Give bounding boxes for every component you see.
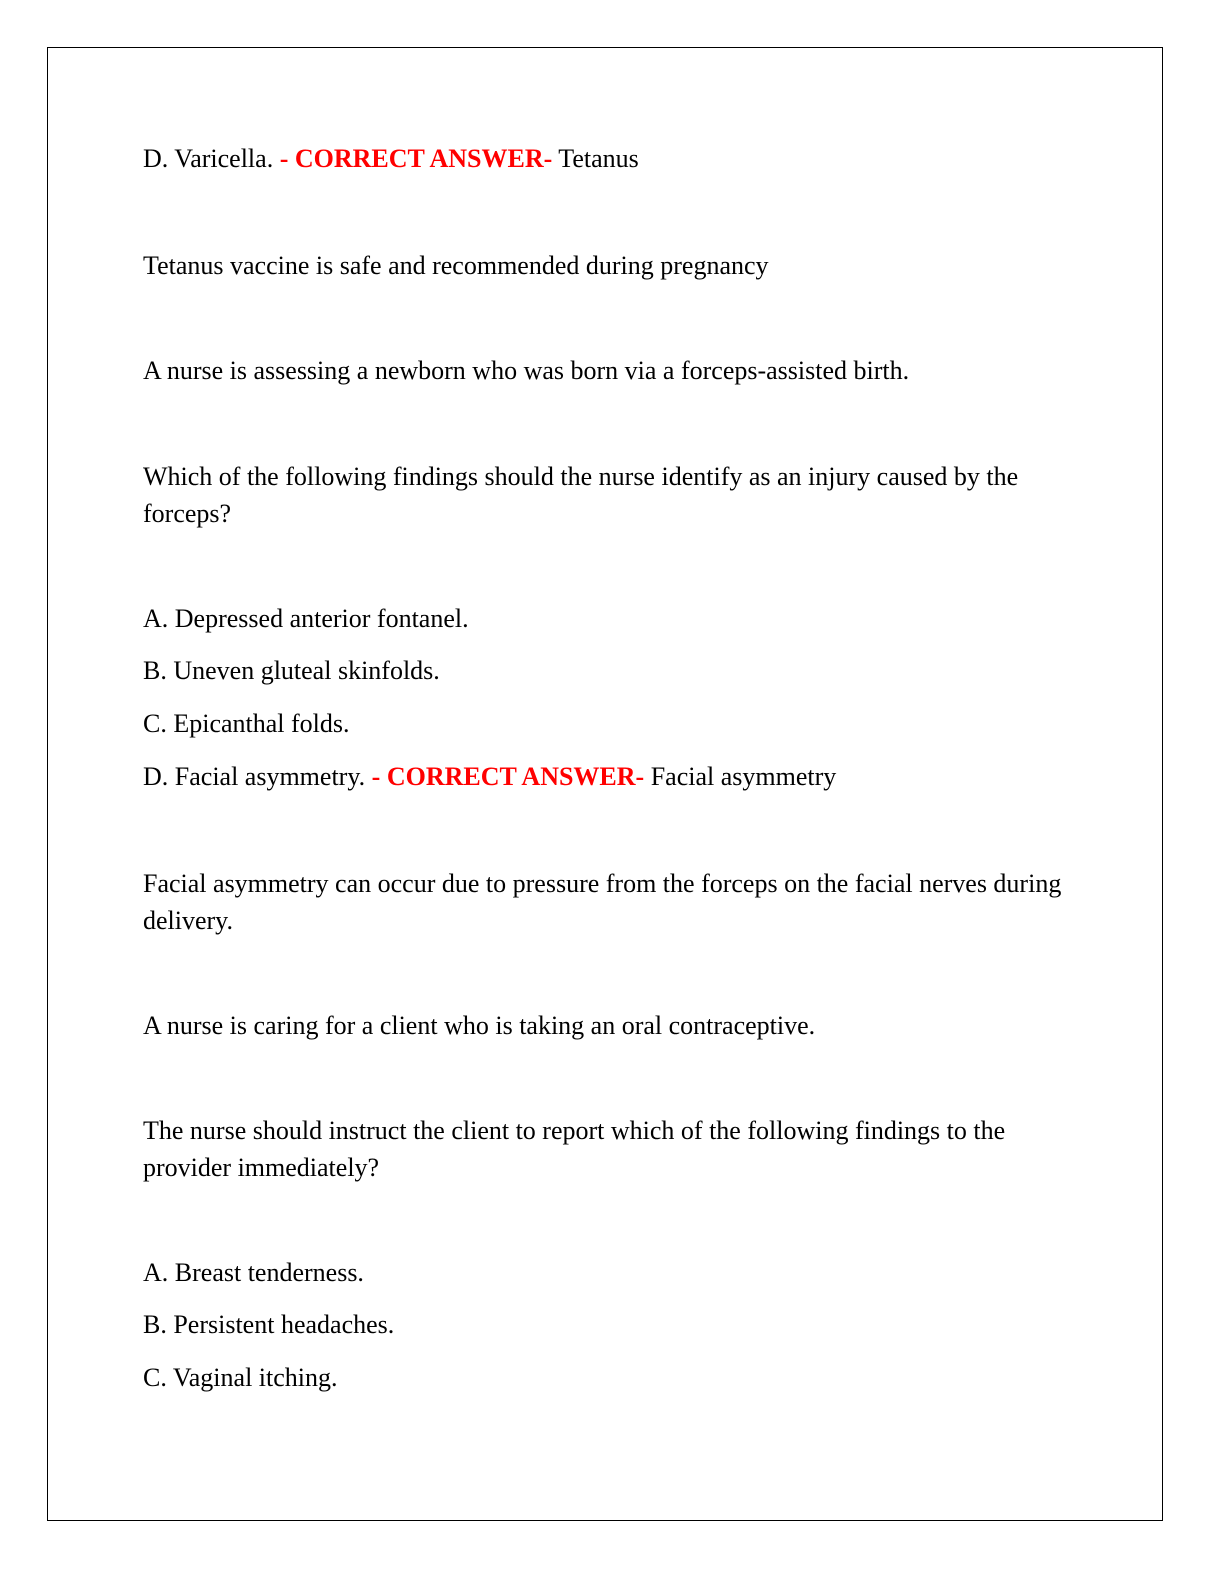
q3-option-c: C. Vaginal itching.: [143, 1363, 338, 1392]
q1-option-d: [143, 141, 639, 177]
correct-answer-text: Tetanus: [558, 144, 639, 173]
q3-question: The nurse should instruct the client to report which of the following findings to the provider immediately?: [143, 1116, 1006, 1182]
correct-answer-text: Facial asymmetry: [650, 762, 837, 791]
q2-option-d: [143, 759, 836, 795]
q2-option-a: A. Depressed anterior fontanel.: [143, 604, 469, 633]
q3-option-b: B. Persistent headaches.: [143, 1310, 395, 1339]
q2-question: Which of the following findings should the nurse identify as an injury caused by the forceps?: [143, 462, 1019, 528]
q3-stem: A nurse is caring for a client who is taking an oral contraceptive.: [143, 1011, 816, 1040]
q2-stem: A nurse is assessing a newborn who was born via a forceps-assisted birth.: [143, 356, 910, 385]
option-text: D. Facial asymmetry.: [143, 762, 366, 791]
q1-rationale: Tetanus vaccine is safe and recommended during pregnancy: [143, 251, 769, 280]
q2-option-b: B. Uneven gluteal skinfolds.: [143, 656, 440, 685]
correct-answer-marker: - CORRECT ANSWER-: [371, 762, 645, 791]
q2-option-c: C. Epicanthal folds.: [143, 709, 350, 738]
correct-answer-marker: - CORRECT ANSWER-: [279, 144, 553, 173]
option-text: D. Varicella.: [143, 144, 274, 173]
q2-rationale: Facial asymmetry can occur due to pressure from the forceps on the facial nerves during delivery.: [143, 869, 1062, 935]
q3-option-a: A. Breast tenderness.: [143, 1258, 364, 1287]
